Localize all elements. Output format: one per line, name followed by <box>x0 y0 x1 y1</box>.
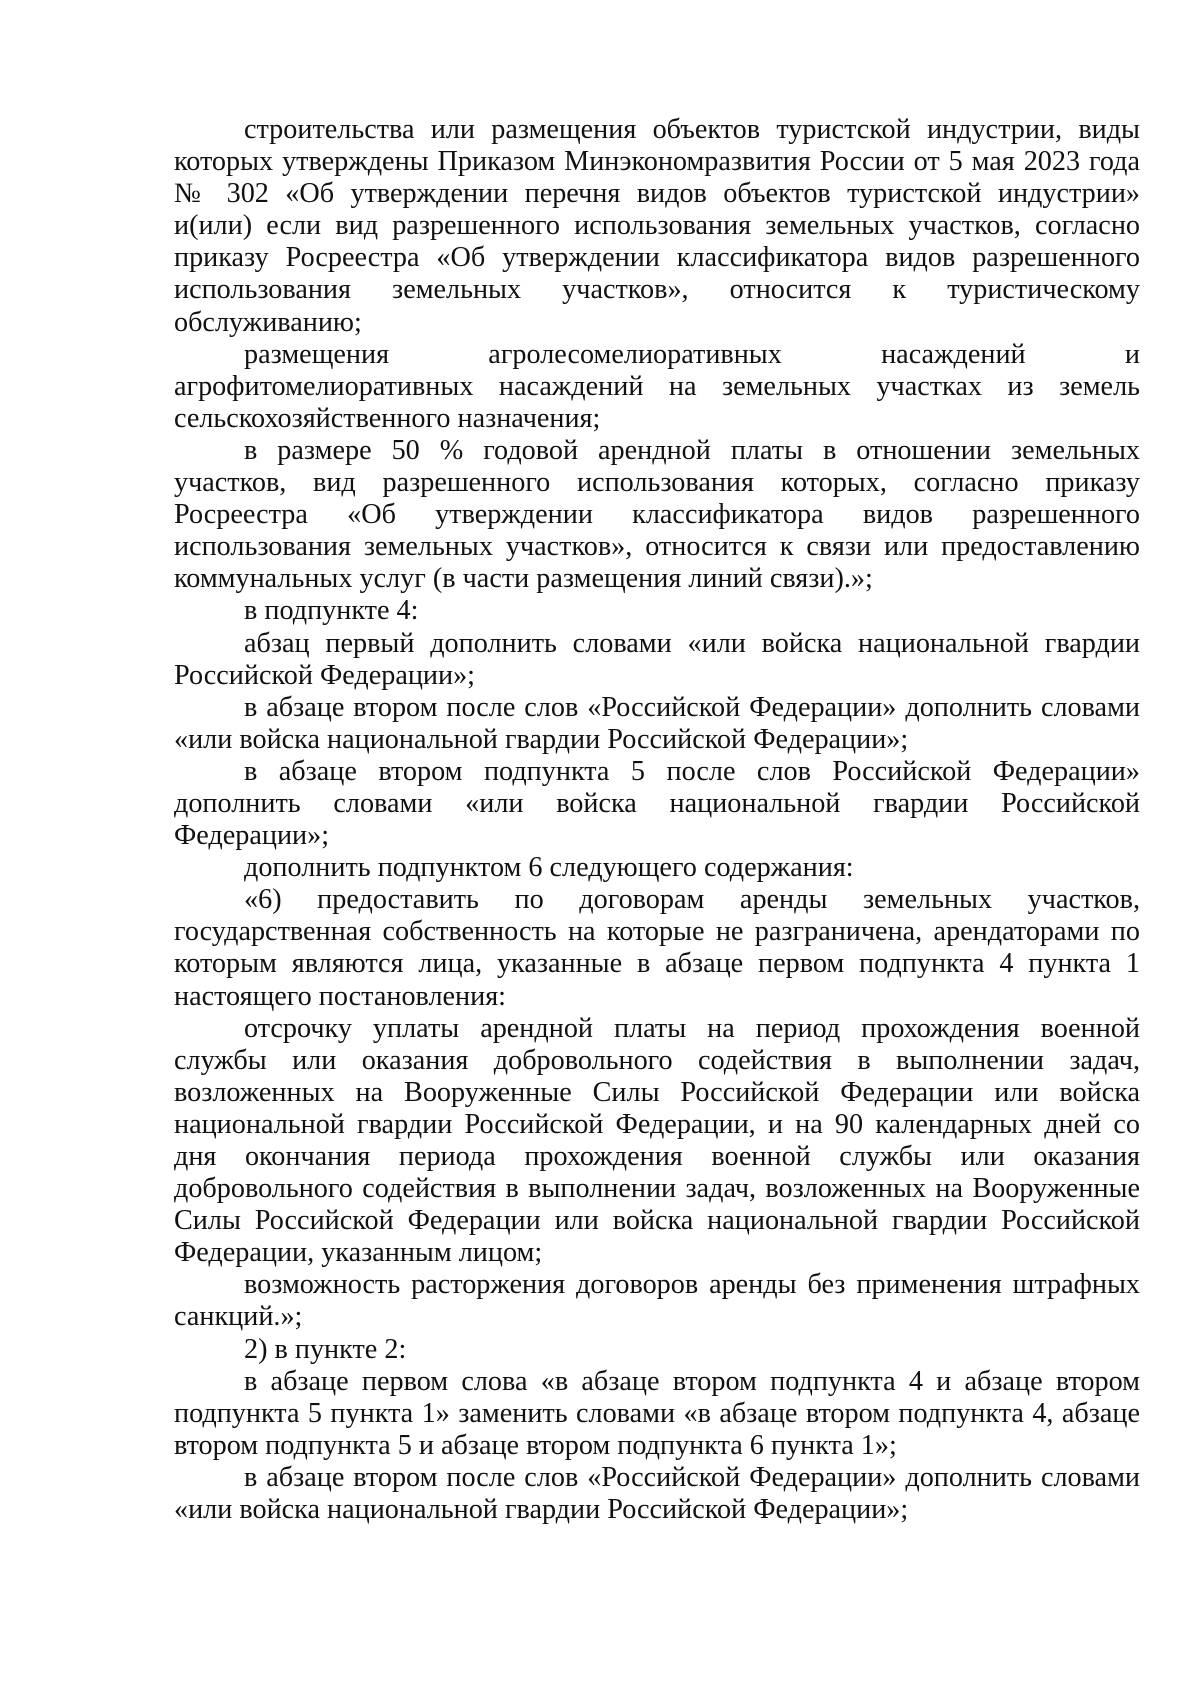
paragraph-subpoint-6-text: «6) предоставить по договорам аренды земельных участков, государственная собственность на которые не разграничена, арендаторами по которым являются лица, указанные в абзаце первом подпункта 4 пункта 1 настоящего постановления: <box>174 884 1140 1012</box>
paragraph-point-2-second: в абзаце втором после слов «Российской Федерации» дополнить словами «или войска национальной гвардии Российской Федерации»; <box>174 1461 1140 1526</box>
paragraph-agroforestry: размещения агролесомелиоративных насаждений и агрофитомелиоративных насаждений на земельных участках из земель сельскохозяйственного назначения; <box>174 338 1140 434</box>
paragraph-subpoint-4-heading: в подпункте 4: <box>244 595 419 627</box>
paragraph-add-subpoint-6: дополнить подпунктом 6 следующего содержания: <box>244 852 854 884</box>
paragraph-subpoint-4-first: абзац первый дополнить словами «или войска национальной гвардии Российской Федерации»; <box>174 627 1140 691</box>
paragraph-point-2-heading: 2) в пункте 2: <box>244 1333 407 1365</box>
paragraph-rent-deferral: отсрочку уплаты арендной платы на период прохождения военной службы или оказания добровольного содействия в выполнении задач, возложенных на Вооруженные Силы Российской Федерации или войска национальной гвардии Российской Федерации, и на 90 календарных дней со дня окончания периода прохождения военной службы или оказания добровольного содействия в выполнении задач, возложенных на Вооруженные Силы Российской Федерации или войска национальной гвардии Российской Федерации, указанным лицом; <box>174 1012 1140 1269</box>
paragraph-contract-termination: возможность расторжения договоров аренды без применения штрафных санкций.»; <box>174 1269 1140 1333</box>
paragraph-subpoint-5-second: в абзаце втором подпункта 5 после слов Российской Федерации» дополнить словами «или войска национальной гвардии Российской Федерации»; <box>174 755 1140 852</box>
paragraph-subpoint-4-second: в абзаце втором после слов «Российской Федерации» дополнить словами «или войска национальной гвардии Российской Федерации»; <box>174 691 1140 755</box>
paragraph-point-2-first: в абзаце первом слова «в абзаце втором подпункта 4 и абзаце втором подпункта 5 пункта 1» заменить словами «в абзаце втором подпункта 4, абзаце втором подпункта 5 и абзаце втором подпункта 6 пункта 1»; <box>174 1365 1140 1461</box>
document-page <box>174 114 1140 1526</box>
paragraph-rent-50-percent: в размере 50 % годовой арендной платы в отношении земельных участков, вид разрешенного использования которых, согласно приказу Росреестра «Об утверждении классификатора видов разрешенного использования земельных участков», относится к связи или предоставлению коммунальных услуг (в части размещения линий связи).»; <box>174 434 1140 595</box>
paragraph-tourism-objects: строительства или размещения объектов туристской индустрии, виды которых утверждены Приказом Минэкономразвития России от 5 мая 2023 года № 302 «Об утверждении перечня видов объектов туристской индустрии» и(или) если вид разрешенного использования земельных участков, согласно приказу Росреестра «Об утверждении классификатора видов разрешенного использования земельных участков», относится к туристическому обслуживанию; <box>174 114 1140 338</box>
